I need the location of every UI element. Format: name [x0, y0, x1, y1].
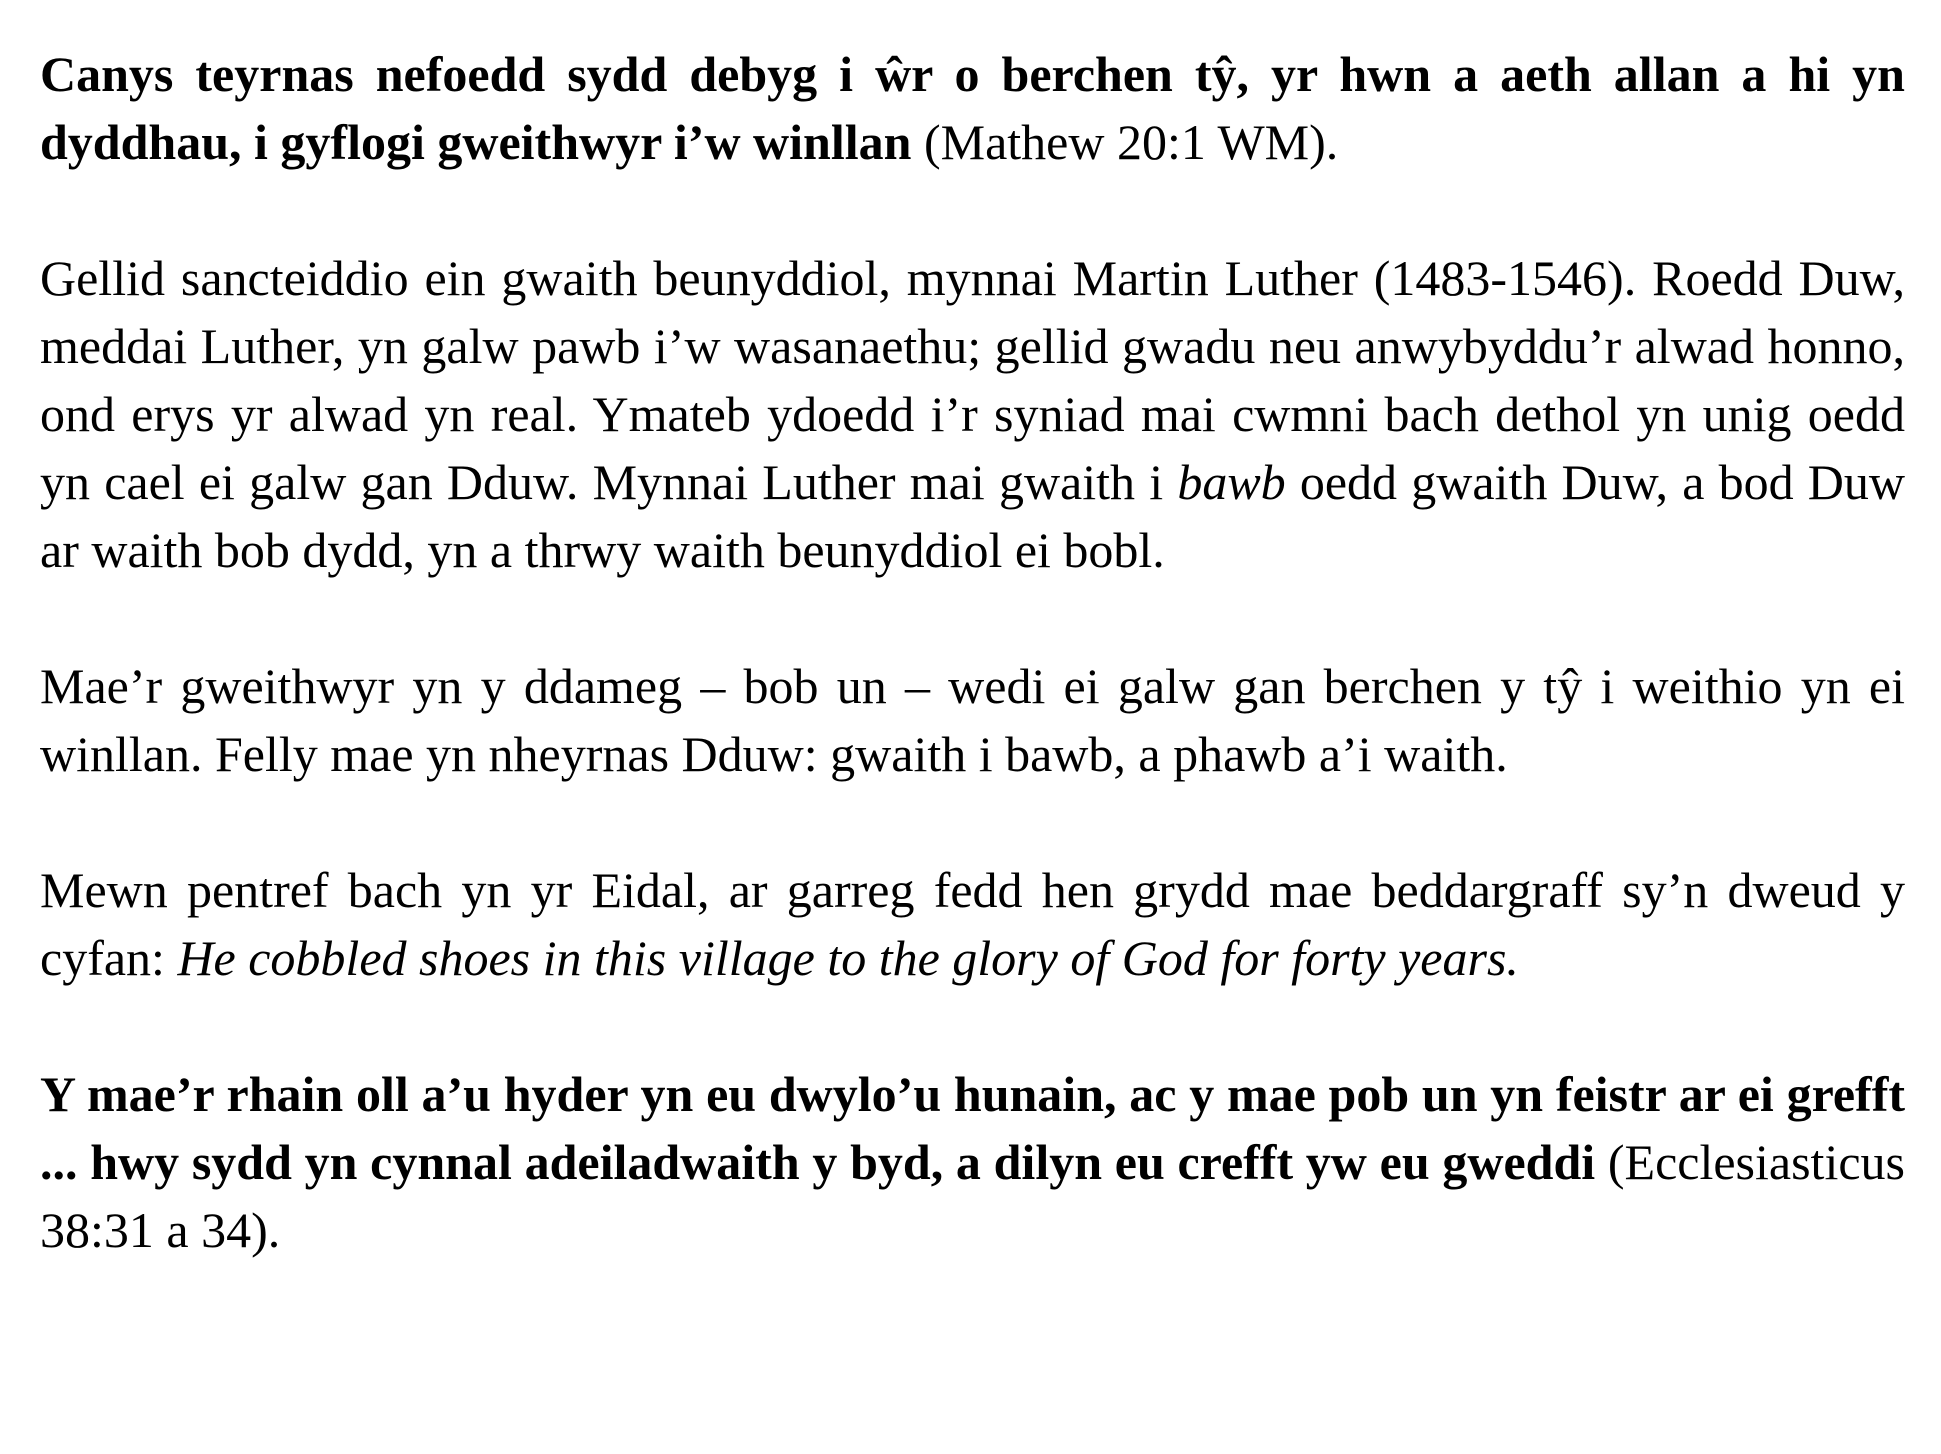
paragraph-text: oedd gwaith Duw, a bod Duw ar waith bob dydd, yn a thrwy waith beunyddiol ei bobl.: [40, 454, 1905, 578]
paragraph-parable: [40, 652, 1905, 788]
document-page: [40, 40, 1905, 1264]
emphasis-text: bawb: [1177, 454, 1286, 510]
paragraph-luther: [40, 244, 1905, 584]
paragraph-text: Mae’r gweithwyr yn y ddameg – bob un – wedi ei galw gan berchen y tŷ i weithio yn ei winllan. Felly mae yn nheyrnas Dduw: gwaith i bawb, a phawb a’i waith.: [40, 658, 1905, 782]
paragraph-text: Mewn pentref bach yn yr Eidal, ar garreg fedd hen grydd mae beddargraff sy’n dweud y cyfan:: [40, 862, 1905, 986]
paragraph-scripture-mathew: [40, 40, 1905, 176]
paragraph-text: Gellid sancteiddio ein gwaith beunyddiol, mynnai Martin Luther (1483-1546). Roedd Duw, meddai Luther, yn galw pawb i’w wasanaethu; gellid gwadu neu anwybyddu’r alwad honno, ond erys yr alwad yn real. Ymateb ydoedd i’r syniad mai cwmni bach dethol yn unig oedd yn cael ei galw gan Dduw. Mynnai Luther mai gwaith i: [40, 250, 1905, 510]
scripture-reference: (Mathew 20:1 WM).: [911, 114, 1339, 170]
scripture-quote: Y mae’r rhain oll a’u hyder yn eu dwylo’u hunain, ac y mae pob un yn feistr ar ei grefft ... hwy sydd yn cynnal adeiladwaith y byd, a dilyn eu crefft yw eu gweddi: [40, 1066, 1905, 1190]
paragraph-epitaph: [40, 856, 1905, 992]
paragraph-scripture-ecclesiasticus: [40, 1060, 1905, 1264]
scripture-reference: (Ecclesiasticus 38:31 a 34).: [40, 1134, 1905, 1258]
epitaph-quote: He cobbled shoes in this village to the glory of God for forty years.: [177, 930, 1519, 986]
scripture-quote: Canys teyrnas nefoedd sydd debyg i ŵr o berchen tŷ, yr hwn a aeth allan a hi yn dyddhau, i gyflogi gweithwyr i’w winllan: [40, 46, 1905, 170]
